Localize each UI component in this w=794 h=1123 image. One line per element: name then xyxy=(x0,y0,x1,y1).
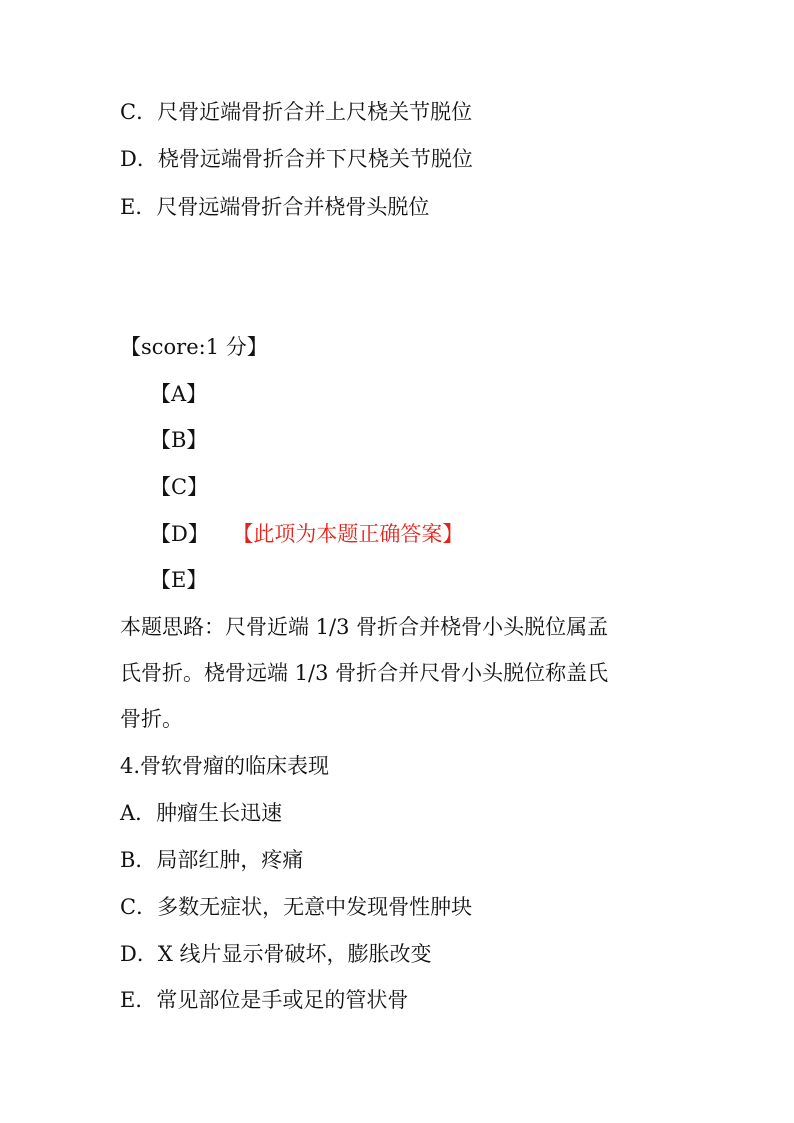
answer-e xyxy=(150,566,207,594)
answer-a-label: 【A】 xyxy=(150,382,208,406)
correct-answer-note: 【此项为本题正确答案】 xyxy=(242,522,464,546)
explanation-line-3: 骨折。 xyxy=(120,707,183,731)
answer-b xyxy=(150,426,207,454)
q4-option-a: A．肿瘤生长迅速 xyxy=(120,801,283,825)
q4-option-b: B．局部红肿，疼痛 xyxy=(120,848,304,872)
score-label: 【score:1 分】 xyxy=(120,335,268,359)
prev-option-e: E．尺骨远端骨折合并桡骨头脱位 xyxy=(120,195,430,219)
answer-c xyxy=(150,473,208,501)
answer-d-label: 【D】 xyxy=(150,522,209,546)
answer-b-label: 【B】 xyxy=(150,428,208,452)
question-4-stem: 4.骨软骨瘤的临床表现 xyxy=(120,754,330,778)
answer-d xyxy=(150,520,463,548)
explanation-line-1: 本题思路：尺骨近端 1/3 骨折合并桡骨小头脱位属孟 xyxy=(120,615,609,639)
prev-option-d: D．桡骨远端骨折合并下尺桡关节脱位 xyxy=(120,147,473,171)
q4-option-d: D．X 线片显示骨破坏，膨胀改变 xyxy=(120,942,432,966)
q4-option-c: C．多数无症状，无意中发现骨性肿块 xyxy=(120,895,473,919)
answer-e-label: 【E】 xyxy=(150,568,208,592)
explanation-line-2: 氏骨折。桡骨远端 1/3 骨折合并尺骨小头脱位称盖氏 xyxy=(120,661,609,685)
answer-c-label: 【C】 xyxy=(150,475,209,499)
answer-a xyxy=(150,380,207,408)
q4-option-e: E．常见部位是手或足的管状骨 xyxy=(120,988,409,1012)
prev-option-c: C．尺骨近端骨折合并上尺桡关节脱位 xyxy=(120,100,473,124)
